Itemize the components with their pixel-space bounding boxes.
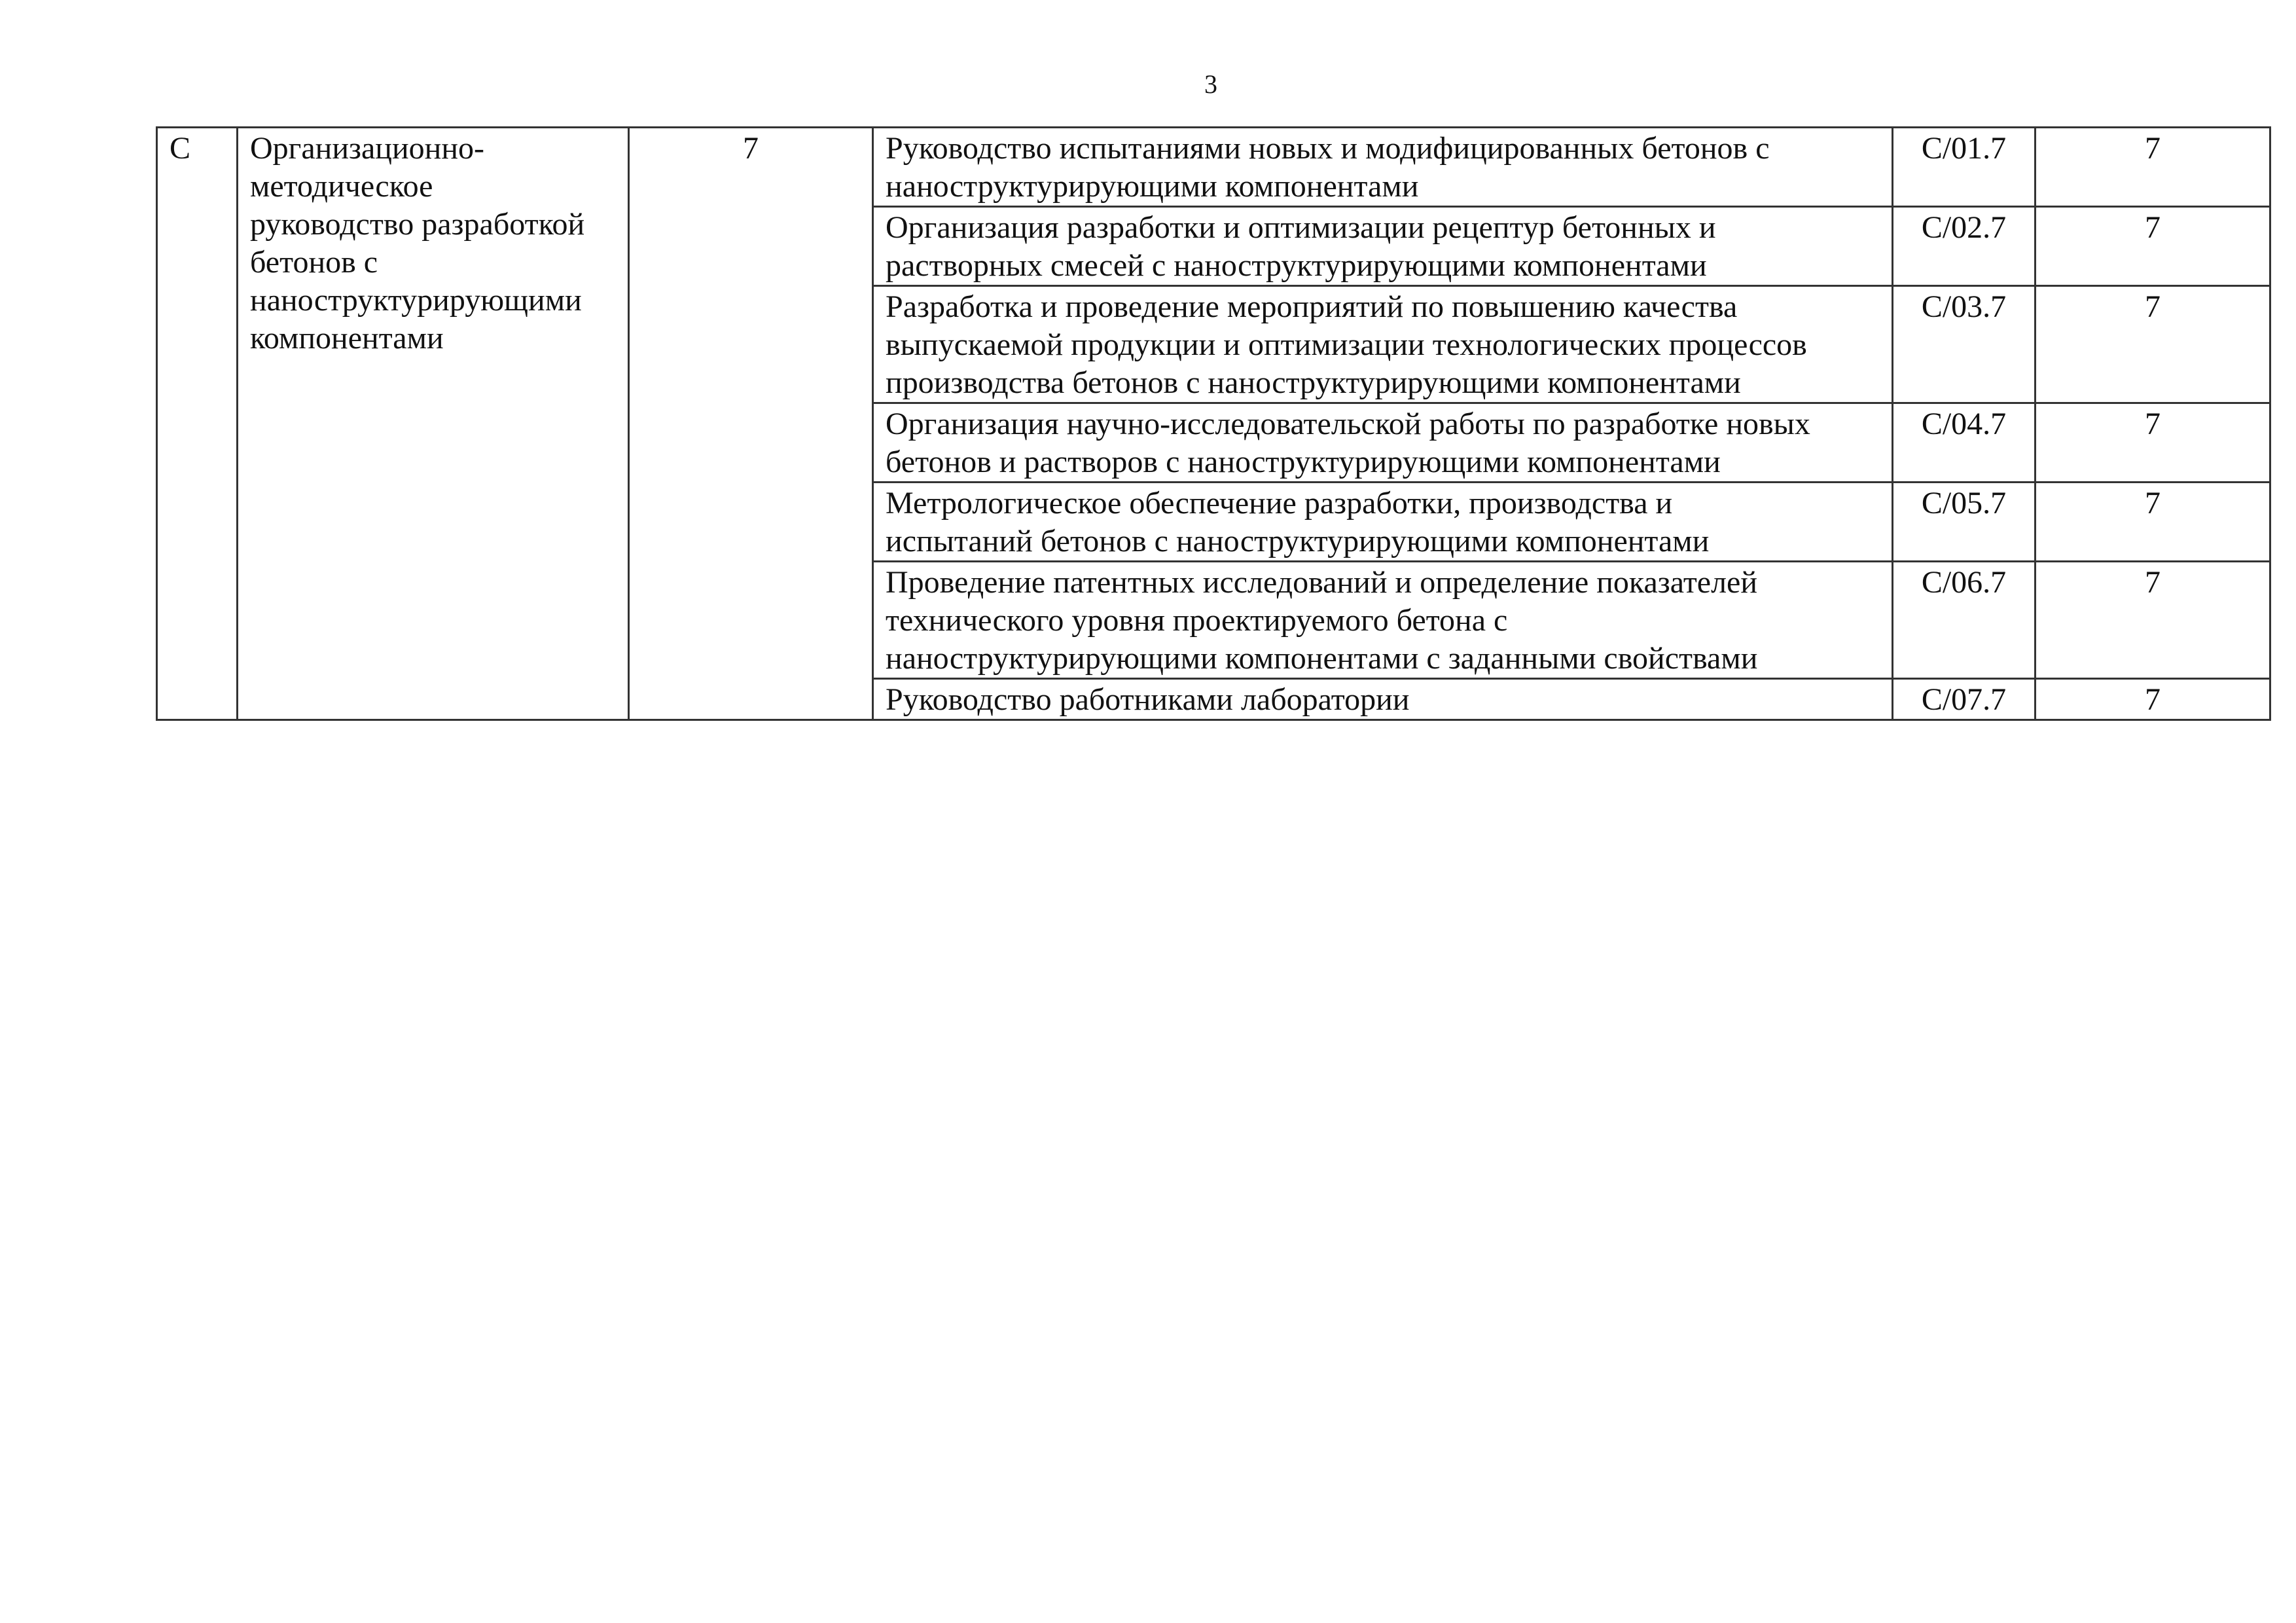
page-number: 3 xyxy=(1204,69,1217,99)
text-line: растворных смесей с наноструктурирующими компонентами xyxy=(886,248,1707,283)
functions-table xyxy=(156,126,2271,721)
text-line: Руководство работниками лаборатории xyxy=(886,682,1410,717)
labor-function-level: 7 xyxy=(2036,207,2270,286)
text-line: наноструктурирующими компонентами xyxy=(886,169,1419,204)
generalized-function-code: C xyxy=(157,128,238,720)
text-line: методическое xyxy=(250,169,433,204)
text-line: Руководство испытаниями новых и модифицированных бетонов с xyxy=(886,131,1770,166)
labor-function-level: 7 xyxy=(2036,483,2270,562)
labor-function-level: 7 xyxy=(2036,562,2270,679)
labor-function-name xyxy=(873,286,1893,403)
labor-function-name xyxy=(873,403,1893,483)
functions-table-wrapper xyxy=(156,126,2269,721)
text-line: Разработка и проведение мероприятий по повышению качества xyxy=(886,289,1738,324)
labor-function-level: 7 xyxy=(2036,679,2270,720)
text-line: наноструктурирующими компонентами с заданными свойствами xyxy=(886,641,1758,676)
labor-function-code: C/04.7 xyxy=(1893,403,2036,483)
generalized-function-level: 7 xyxy=(629,128,873,720)
text-line: технического уровня проектируемого бетона с xyxy=(886,603,1508,638)
labor-function-code: C/03.7 xyxy=(1893,286,2036,403)
generalized-function-name xyxy=(238,128,629,720)
text-line: наноструктурирующими xyxy=(250,283,582,318)
labor-function-code: C/07.7 xyxy=(1893,679,2036,720)
labor-function-name xyxy=(873,128,1893,207)
text-line: бетонов и растворов с наноструктурирующими компонентами xyxy=(886,445,1721,479)
text-line: бетонов с xyxy=(250,245,378,280)
labor-function-code: C/01.7 xyxy=(1893,128,2036,207)
text-line: Метрологическое обеспечение разработки, производства и xyxy=(886,486,1673,520)
labor-function-name xyxy=(873,562,1893,679)
labor-function-level: 7 xyxy=(2036,403,2270,483)
labor-function-name xyxy=(873,679,1893,720)
table-row xyxy=(157,128,2270,207)
text-line: производства бетонов с наноструктурирующими компонентами xyxy=(886,365,1741,400)
labor-function-level: 7 xyxy=(2036,128,2270,207)
text-line: Организация разработки и оптимизации рецептур бетонных и xyxy=(886,210,1716,245)
labor-function-code: C/02.7 xyxy=(1893,207,2036,286)
text-line: Организация научно-исследовательской работы по разработке новых xyxy=(886,407,1810,441)
labor-function-name xyxy=(873,207,1893,286)
labor-function-code: C/06.7 xyxy=(1893,562,2036,679)
labor-function-code: C/05.7 xyxy=(1893,483,2036,562)
text-line: выпускаемой продукции и оптимизации технологических процессов xyxy=(886,327,1807,362)
text-line: Проведение патентных исследований и определение показателей xyxy=(886,565,1758,600)
text-line: руководство разработкой xyxy=(250,207,585,242)
text-line: Организационно- xyxy=(250,131,485,166)
text-line: компонентами xyxy=(250,321,444,356)
labor-function-level: 7 xyxy=(2036,286,2270,403)
text-line: испытаний бетонов с наноструктурирующими компонентами xyxy=(886,524,1710,558)
labor-function-name xyxy=(873,483,1893,562)
